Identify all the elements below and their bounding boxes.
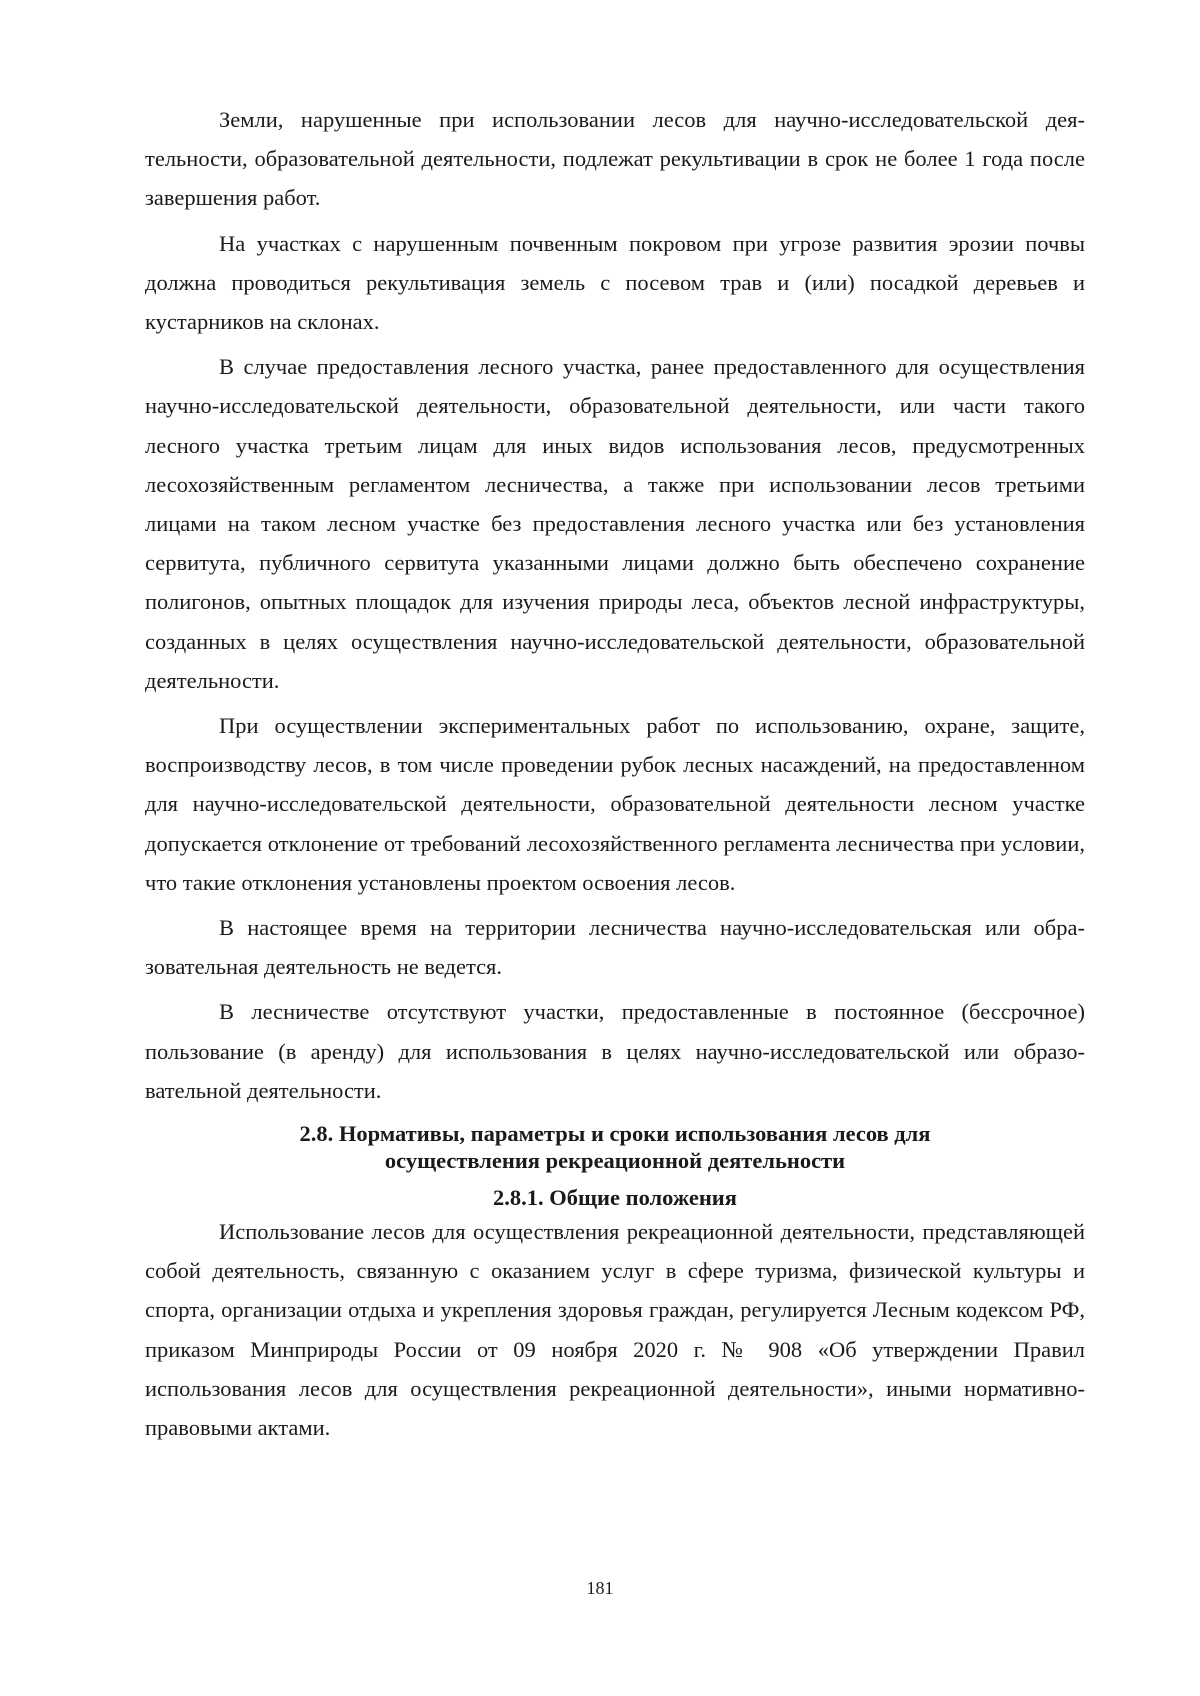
paragraph-no-plots: В лесничестве отсутствуют участки, предоставленные в постоянное (бессрочное) пользование (в аренду) для использования в целях научно-исследовательской или образовательной деятельности. [145, 999, 1085, 1103]
section-heading-line-1: 2.8. Нормативы, параметры и сроки использования лесов для [299, 1121, 931, 1147]
document-page [145, 100, 1085, 1453]
subsection-heading: 2.8.1. Общие положения [493, 1185, 737, 1211]
paragraph-soil-cover: На участках с нарушенным почвенным покровом при угрозе развития эрозии почвы должна проводиться рекультивация земель с посевом трав и (или) посадкой деревьев и кустарников на склонах. [145, 230, 1085, 335]
paragraph-recreational-use: Использование лесов для осуществления рекреационной деятельности, представляющей собой деятельность, связанную с оказанием услуг в сфере туризма, физической культуры и спорта, организации отдыха и укрепления здоровья граждан, регулируется Лесным кодексом РФ, приказом Минприроды России от 09 ноября 2020 г. № 908 «Об утверждении Правил использования лесов для осуществления рекреационной деятельности», иными нормативно-правовыми актами. [145, 1219, 1085, 1441]
paragraph-third-parties: В случае предоставления лесного участка, ранее предоставленного для осуществления научно-исследовательской деятельности, образовательной деятельности, или части такого лесного участка третьим лицам для иных видов использования лесов, предусмотренных лесохозяйственным регламентом лесничества, а также при использовании лесов третьими лицами на таком лесном участке без предоставления лесного участка или без установления сервитута, публичного сервитута указанными лицами должно быть обеспечено сохранение полигонов, опытных площадок для изучения природы леса, объектов лесной инфраструктуры, созданных в целях осуществления научно-исследовательской деятельности, образовательной деятельности. [145, 354, 1085, 693]
section-heading-line-2: осуществления рекреационной деятельности [384, 1148, 846, 1174]
section-heading [145, 1120, 1085, 1174]
paragraph-current-status: В настоящее время на территории лесничества научно-исследовательская или образовательная деятельность не ведется. [145, 915, 1085, 980]
page-number: 181 [586, 1578, 614, 1598]
paragraph-experimental-works: При осуществлении экспериментальных работ по использованию, охране, защите, воспроизводству лесов, в том числе проведении рубок лесных насаждений, на предоставленном для научно-исследовательской деятельности, образовательной деятельности лесном участке допускается отклонение от требований лесохозяйственного регламента лесничества при условии, что такие отклонения установлены проектом освоения лесов. [145, 713, 1085, 895]
paragraph-reclamation-term: Земли, нарушенные при использовании лесов для научно-исследовательской деятельности, образовательной деятельности, подлежат рекультивации в срок не более 1 года после завершения работ. [145, 107, 1085, 211]
